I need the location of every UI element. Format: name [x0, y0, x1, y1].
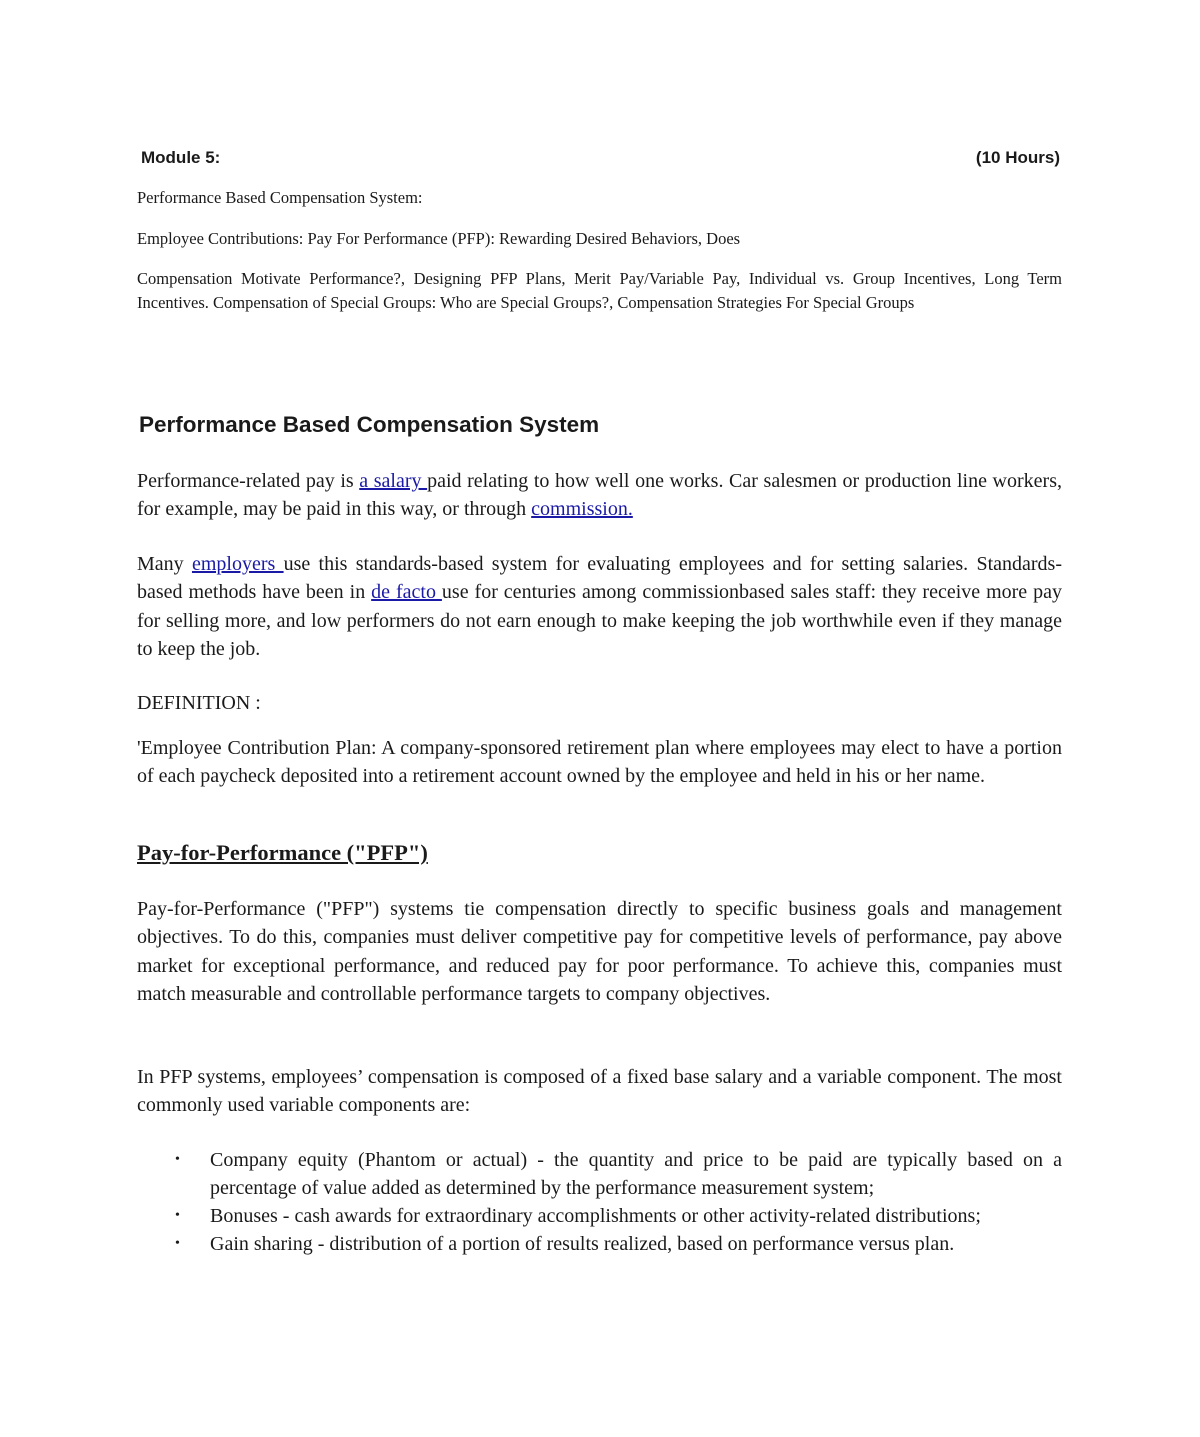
paragraph-text: use for centuries among commissionbased sales staff: they receive more pay for selling more, and low performers do not earn enough to make keeping the job worthwhile even if they manage to keep the job. — [137, 581, 1063, 660]
paragraph-standards-based — [137, 550, 1062, 663]
syllabus-line-2 — [137, 227, 1062, 251]
definition-label: DEFINITION : — [137, 692, 261, 714]
list-item-text: Gain sharing - distribution of a portion of results realized, based on performance versus plan. — [210, 1233, 955, 1255]
module-hours: (10 Hours) — [975, 148, 1060, 167]
paragraph-pfp-systems: Pay-for-Performance ("PFP") systems tie compensation directly to specific business goals and management objectives. To do this, companies must deliver competitive pay for competitive levels of performance, pay above market for exceptional performance, and reduced pay for poor performance. To achieve this, companies must match measurable and controllable performance targets to company objectives. — [137, 898, 1062, 1005]
syllabus-text: Compensation Motivate Performance?, Designing PFP Plans, Merit Pay/Variable Pay, Individual vs. Group Incentives, Long Term Incentives. Compensation of Special Groups: Who are Special Groups?, Compensation Strategies For Special Groups — [137, 269, 1062, 312]
list-item — [137, 1146, 1062, 1202]
list-item — [137, 1230, 1062, 1258]
paragraph-text: paid relating to how well one works. Car salesmen or production line workers, for example, may be paid in this way, or through — [137, 470, 1062, 521]
list-item — [137, 1202, 1062, 1230]
paragraph-text: Many — [137, 553, 192, 575]
list-item-text: Bonuses - cash awards for extraordinary accomplishments or other activity-related distributions; — [210, 1205, 981, 1227]
variable-components-list — [137, 1146, 1062, 1258]
paragraph-text: use this standards-based system for evaluating employees and for setting salaries. Standards-based methods have been in — [137, 553, 1062, 604]
module-header — [141, 148, 1060, 168]
link-de-facto[interactable]: de facto — [371, 581, 442, 604]
link-commission[interactable]: commission. — [531, 498, 633, 521]
link-employers[interactable]: employers — [191, 553, 284, 575]
syllabus-line-1 — [137, 186, 1062, 210]
module-title: Module 5: — [141, 148, 221, 167]
list-item-text: Company equity (Phantom or actual) - the quantity and price to be paid are typically based on a percentage of value added as determined by the performance measurement system; — [210, 1149, 1062, 1199]
pfp-heading: Pay-for-Performance ("PFP") — [137, 840, 428, 865]
bullet-icon: • — [175, 1236, 180, 1251]
bullet-icon: • — [175, 1152, 180, 1167]
paragraph-text: Performance-related pay is — [137, 470, 360, 492]
syllabus-text: Employee Contributions: Pay For Performance (PFP): Rewarding Desired Behaviors, Does — [137, 229, 741, 248]
section-heading: Performance Based Compensation System — [139, 412, 600, 437]
bullet-icon: • — [175, 1208, 180, 1223]
paragraph-performance-related-pay — [137, 467, 1062, 524]
syllabus-text: Performance Based Compensation System: — [137, 188, 423, 207]
syllabus-line-3 — [137, 267, 1062, 315]
link-a-salary[interactable]: a salary — [359, 470, 428, 492]
paragraph-variable-components: In PFP systems, employees’ compensation is composed of a fixed base salary and a variable component. The most commonly used variable components are: — [137, 1066, 1062, 1117]
definition-text: 'Employee Contribution Plan: A company-sponsored retirement plan where employees may elect to have a portion of each paycheck deposited into a retirement account owned by the employee and held in his or her name. — [137, 737, 1062, 788]
